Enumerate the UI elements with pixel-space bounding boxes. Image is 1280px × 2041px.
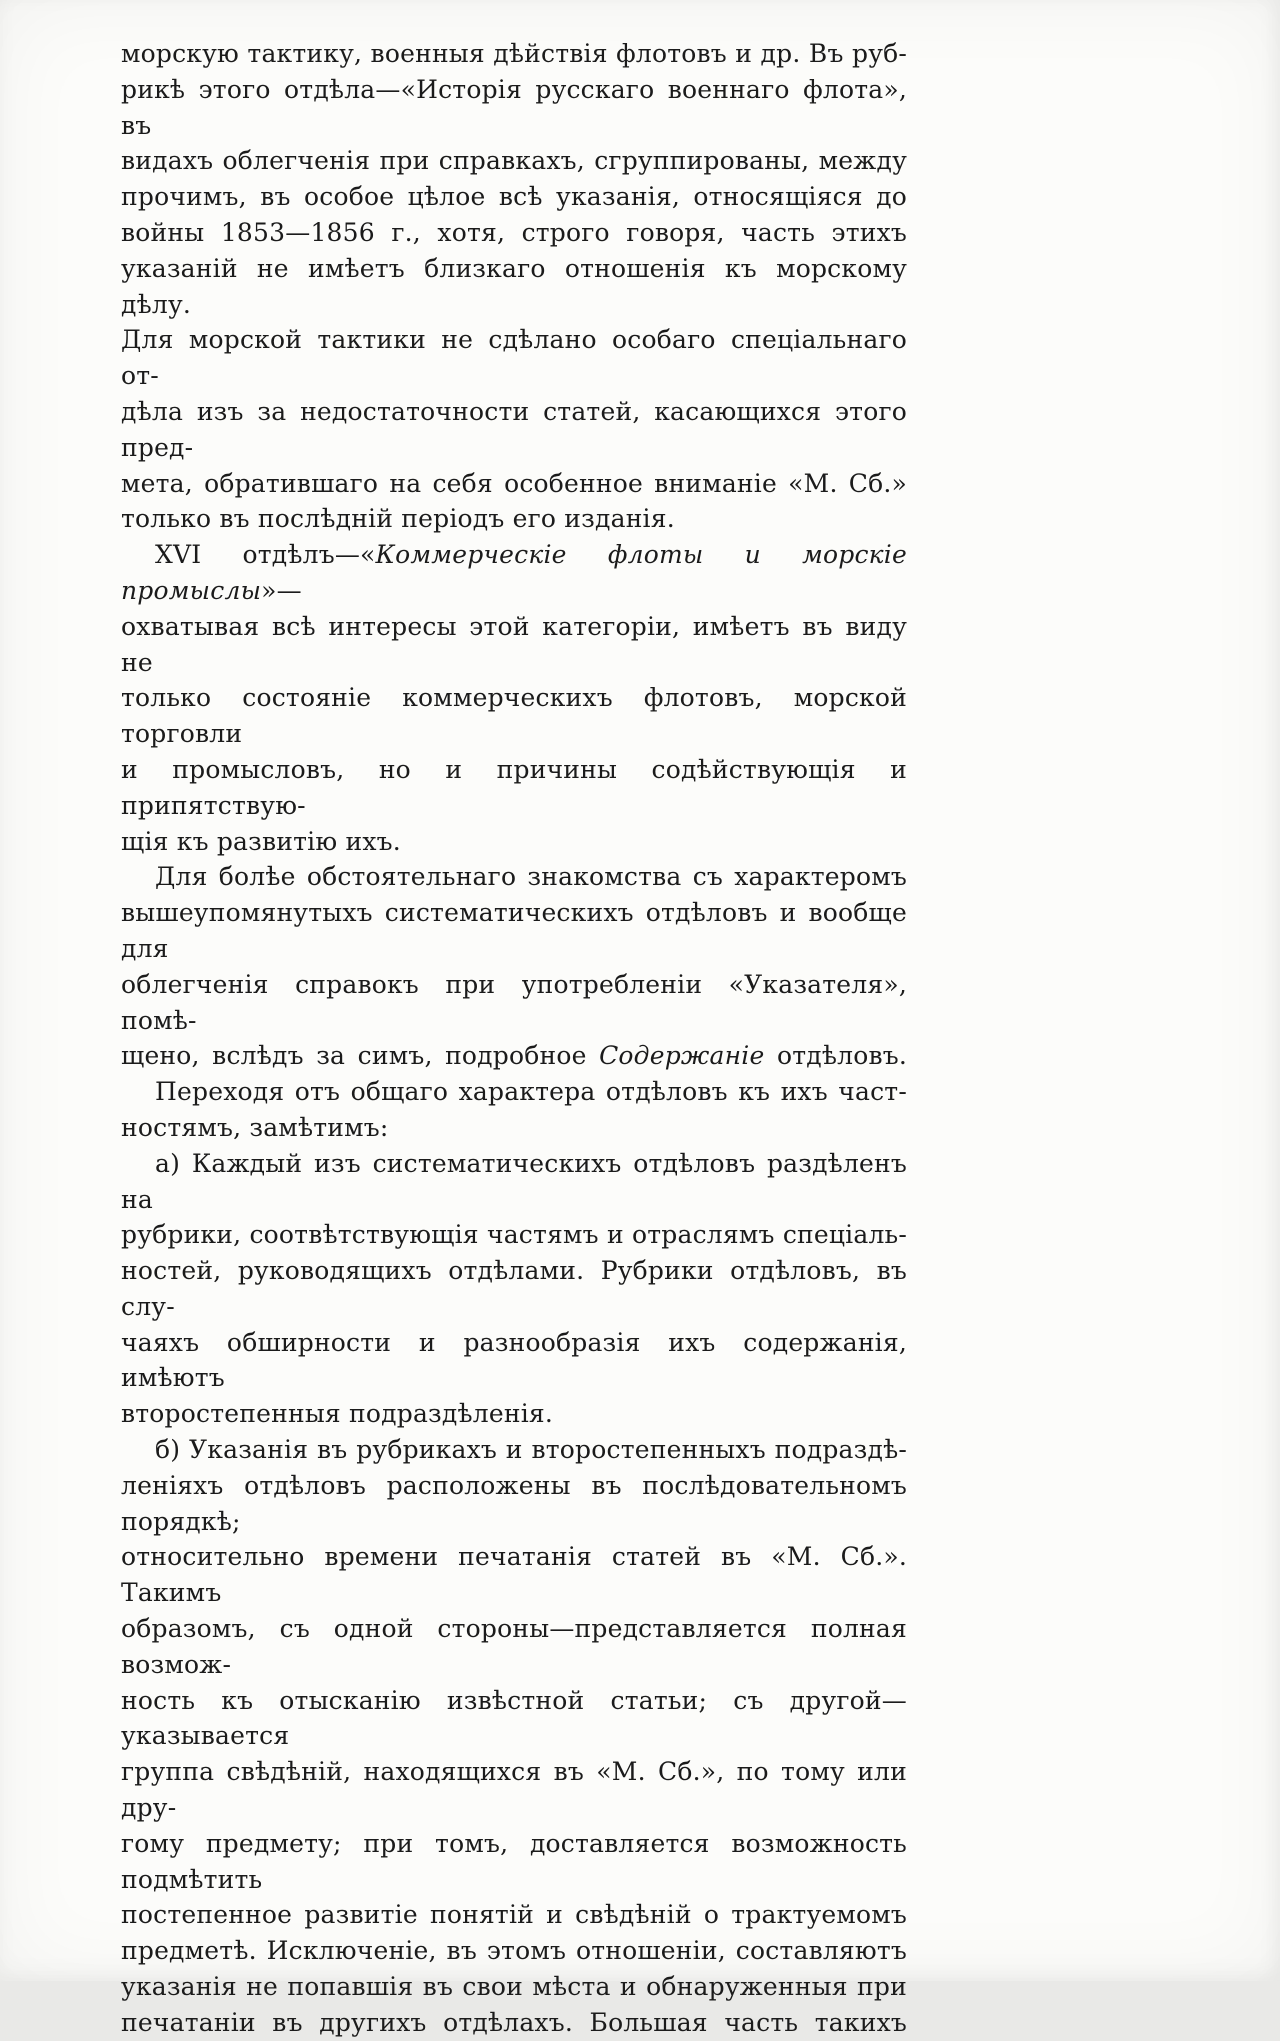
text-line xyxy=(121,143,907,179)
text-line xyxy=(121,680,907,752)
text-line xyxy=(121,1038,907,1074)
text-line xyxy=(121,1325,907,1397)
text-segment: чаяхъ обширности и разнообразія ихъ содержанія, имѣютъ xyxy=(121,1327,907,1393)
text-segment: только состояніе коммерческихъ флотовъ, морской торговли xyxy=(121,683,907,749)
text-line xyxy=(121,537,907,609)
text-line xyxy=(121,1683,907,1755)
text-segment: образомъ, съ одной стороны—представляется полная возмож- xyxy=(121,1614,907,1679)
text-line xyxy=(121,1253,907,1325)
text-line xyxy=(121,1074,907,1110)
text-segment: относительно времени печатанія статей въ «М. Сб.». Такимъ xyxy=(121,1542,907,1608)
text-segment: Для болѣе обстоятельнаго знакомства съ характеромъ xyxy=(155,862,907,892)
text-segment: гому предмету; при томъ, доставляется возможность подмѣтить xyxy=(121,1828,907,1894)
text-line xyxy=(121,394,907,466)
text-line xyxy=(121,1217,907,1253)
text-segment: войны 1853—1856 г., хотя, строго говоря, часть этихъ xyxy=(121,217,907,247)
text-line xyxy=(121,322,907,394)
text-segment: отдѣловъ. xyxy=(764,1041,907,1071)
text-segment: XVI отдѣлъ—« xyxy=(155,540,376,570)
text-segment: »— xyxy=(261,575,302,605)
text-block xyxy=(121,36,907,2041)
text-line xyxy=(121,1611,907,1683)
text-segment: дѣла изъ за недостаточности статей, касающихся этого пред- xyxy=(121,396,907,462)
text-line xyxy=(121,251,907,323)
text-line xyxy=(121,215,907,251)
text-line xyxy=(121,1969,907,2005)
text-segment: предметѣ. Исключеніе, въ этомъ отношеніи, составляютъ xyxy=(121,1936,907,1966)
text-line xyxy=(121,36,907,72)
text-segment: леніяхъ отдѣловъ расположены въ послѣдовательномъ порядкѣ; xyxy=(121,1470,907,1536)
text-segment: морскую тактику, военныя дѣйствія флотовъ и др. Въ руб- xyxy=(121,39,907,68)
text-line xyxy=(121,1933,907,1969)
text-line xyxy=(121,609,907,681)
text-line xyxy=(121,1396,907,1432)
text-line xyxy=(121,1754,907,1826)
text-segment: второстепенныя подраздѣленія. xyxy=(121,1399,554,1429)
text-line xyxy=(121,466,907,502)
text-segment: Переходя отъ общаго характера отдѣловъ къ ихъ част- xyxy=(155,1077,907,1107)
text-line xyxy=(121,824,907,860)
text-segment: рикѣ этого отдѣла—«Исторія русскаго военнаго флота», въ xyxy=(121,74,907,140)
text-line xyxy=(121,1468,907,1540)
text-segment: вышеупомянутыхъ систематическихъ отдѣловъ и вообще для xyxy=(121,898,907,963)
text-line xyxy=(121,967,907,1039)
italic-title-text: Коммерческіе флоты и морскіе промыслы xyxy=(121,540,907,605)
text-line xyxy=(121,895,907,967)
text-line xyxy=(121,859,907,895)
text-line xyxy=(121,752,907,824)
text-line xyxy=(121,179,907,215)
text-line xyxy=(121,1432,907,1468)
text-segment: печатаніи въ другихъ отдѣлахъ. Большая часть такихъ xyxy=(121,2007,907,2037)
text-segment: указаній не имѣетъ близкаго отношенія къ морскому дѣлу. xyxy=(121,253,907,319)
text-segment: ность къ отысканію извѣстной статьи; съ другой—указывается xyxy=(121,1685,907,1751)
text-segment: а) Каждый изъ систематическихъ отдѣловъ раздѣленъ на xyxy=(121,1148,907,1214)
text-segment: ностямъ, замѣтимъ: xyxy=(121,1112,389,1142)
text-segment: указанія не попавшія въ свои мѣста и обнаруженныя при xyxy=(121,1972,907,2002)
text-line xyxy=(121,72,907,144)
text-segment: б) Указанія въ рубрикахъ и второстепенныхъ подраздѣ- xyxy=(155,1435,907,1465)
text-segment: охватывая всѣ интересы этой категоріи, имѣетъ въ виду не xyxy=(121,611,907,677)
text-segment: Для морской тактики не сдѣлано особаго спеціальнаго от- xyxy=(121,325,907,391)
text-segment: мета, обратившаго на себя особенное вниманіе «М. Сб.» xyxy=(121,468,907,498)
text-segment: группа свѣдѣній, находящихся въ «М. Сб.», по тому или дру- xyxy=(121,1757,907,1823)
text-segment: ностей, руководящихъ отдѣлами. Рубрики отдѣловъ, въ слу- xyxy=(121,1256,907,1321)
text-line xyxy=(121,1110,907,1146)
text-line xyxy=(121,2005,907,2041)
italic-title-text: Содержаніе xyxy=(599,1041,765,1071)
text-line xyxy=(121,1826,907,1898)
text-segment: прочимъ, въ особое цѣлое всѣ указанія, относящіяся до xyxy=(121,182,907,212)
text-segment: рубрики, соотвѣтствующія частямъ и отраслямъ спеціаль- xyxy=(121,1220,907,1250)
text-segment: щено, вслѣдъ за симъ, подробное xyxy=(121,1041,600,1071)
text-line xyxy=(121,1539,907,1611)
text-segment: видахъ облегченія при справкахъ, сгруппированы, между xyxy=(121,146,907,176)
text-segment: постепенное развитіе понятій и свѣдѣній о трактуемомъ xyxy=(121,1900,907,1930)
text-segment: облегченія справокъ при употребленіи «Указателя», помѣ- xyxy=(121,969,907,1035)
text-line xyxy=(121,1897,907,1933)
text-segment: щія къ развитію ихъ. xyxy=(121,826,401,856)
text-line xyxy=(121,501,907,537)
text-segment: и промысловъ, но и причины содѣйствующія и припятствую- xyxy=(121,754,907,820)
text-segment: только въ послѣдній періодъ его изданія. xyxy=(121,504,675,534)
text-line xyxy=(121,1146,907,1218)
